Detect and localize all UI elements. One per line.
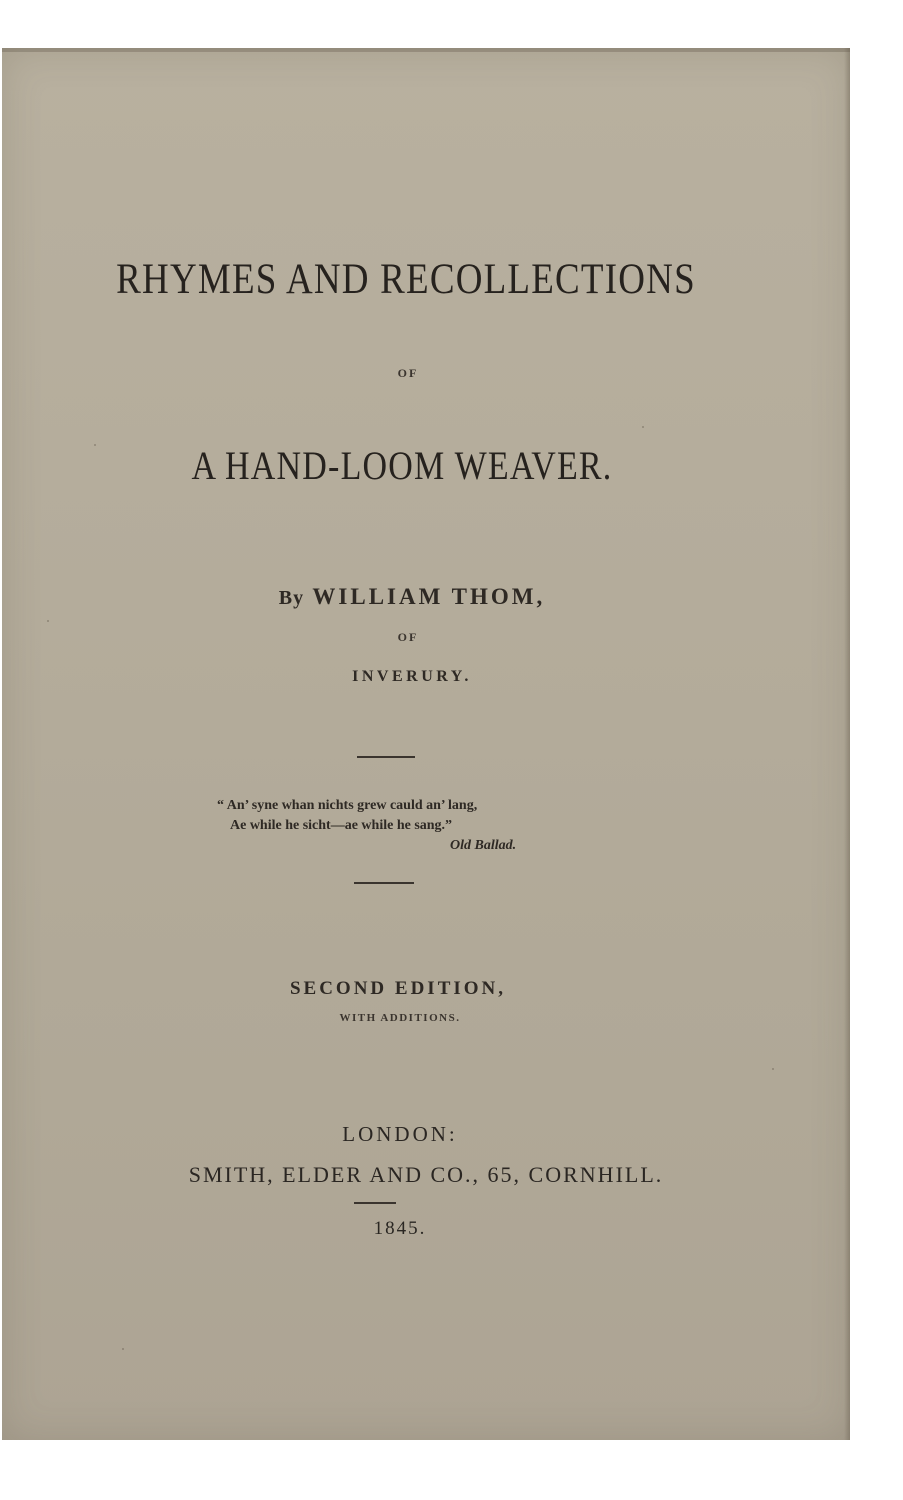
paper-speck	[642, 426, 644, 428]
divider-rule-3	[354, 1202, 396, 1204]
publication-city: LONDON:	[342, 1122, 458, 1146]
paper-speck	[122, 1348, 124, 1350]
paper-speck	[772, 1068, 774, 1070]
edition-statement: SECOND EDITION,	[289, 978, 507, 999]
page-top-edge	[2, 48, 850, 52]
epigraph-line-2: Ae while he sicht—ae while he sang.”	[230, 818, 453, 833]
publisher-name: SMITH, ELDER AND CO., 65, CORNHILL.	[188, 1162, 664, 1187]
epigraph	[217, 796, 517, 853]
divider-rule-2	[354, 882, 414, 884]
author-name: WILLIAM THOM,	[312, 584, 546, 609]
book-subtitle: A HAND-LOOM WEAVER.	[191, 444, 613, 489]
of-connector-1: OF	[397, 366, 419, 380]
page-right-edge	[844, 48, 850, 1440]
author-place: INVERURY.	[352, 668, 472, 685]
epigraph-attribution: Old Ballad.	[450, 838, 517, 853]
title-page	[2, 48, 850, 1440]
publication-year: 1845.	[373, 1218, 427, 1239]
additions-note: WITH ADDITIONS.	[339, 1012, 461, 1024]
epigraph-line-1: “ An’ syne whan nichts grew cauld an’ lang,	[217, 798, 478, 813]
divider-rule-1	[357, 756, 415, 758]
paper-speck	[47, 620, 49, 622]
of-connector-2: OF	[397, 630, 419, 644]
by-label: By	[278, 587, 305, 609]
book-title: RHYMES AND RECOLLECTIONS	[116, 255, 696, 304]
author-line	[0, 584, 836, 610]
